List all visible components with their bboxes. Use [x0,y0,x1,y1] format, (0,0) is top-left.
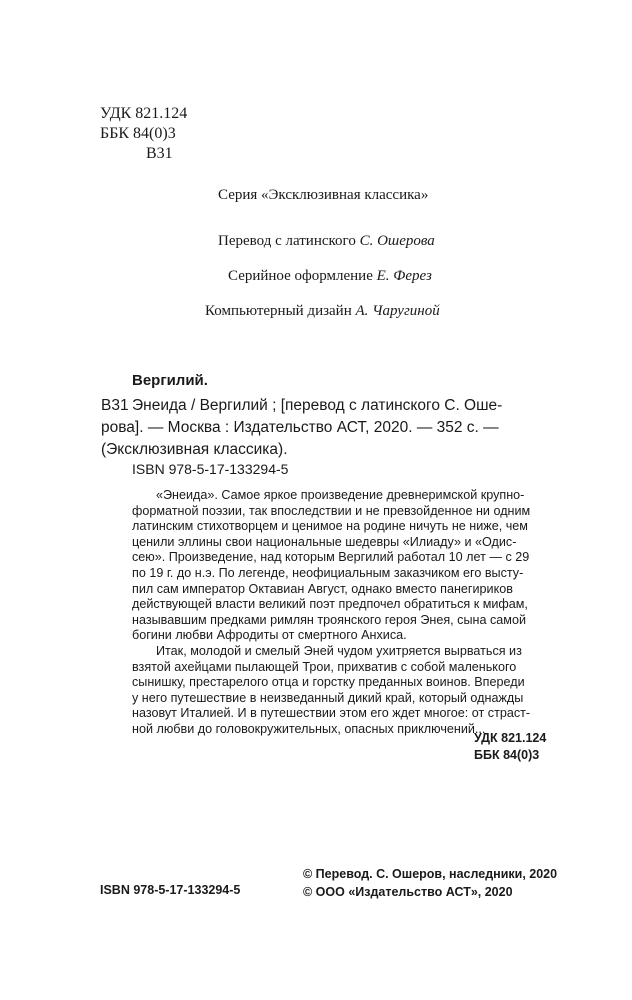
footer-isbn: ISBN 978-5-17-133294-5 [100,883,241,897]
catalog-line: рова]. — Москва : Издательство АСТ, 2020. — 352 с. — [101,419,499,436]
abstract-line: называвшим предками римлян троянского героя Энея, сына самой [132,612,526,627]
designer-name: Е. Ферез [376,268,432,284]
computer-design-label: Компьютерный дизайн [205,303,356,319]
translation-label: Перевод с латинского [218,233,360,249]
abstract-line: у него путешествие в неизведанный дикий край, который однажды [132,690,524,705]
series-line: Серия «Эксклюзивная классика» [218,187,429,203]
translation-credit [218,232,435,250]
catalog-entry [101,395,551,461]
abstract-line: по 19 г. до н.э. По легенде, неофициальным заказчиком его высту- [132,565,524,580]
abstract-line: сею». Произведение, над которым Вергилий работал 10 лет — с 29 [132,550,530,565]
abstract-line: «Энеида». Самое яркое произведение древнеримской крупно- [156,488,525,502]
abstract-line: ценили эллины свои национальные шедевры «Илиаду» и «Одис- [132,534,517,549]
footer-udk-code: УДК 821.124 [474,731,547,745]
catalog-author: Вергилий. [132,372,208,389]
catalog-isbn: ISBN 978-5-17-133294-5 [132,461,289,477]
footer-classification-codes [474,730,546,764]
translator-name: С. Ошерова [359,233,435,249]
udk-code: УДК 821.124 [100,105,188,122]
design-label: Серийное оформление [228,268,377,284]
design-credit [228,267,432,285]
copyright-publisher: © ООО «Издательство АСТ», 2020 [303,885,513,899]
abstract-line: форматной поэзии, так впоследствии и не превзойденное ни одним [132,503,531,518]
classification-codes [100,104,187,164]
abstract-line: взятой ахейцами пылающей Трои, прихватив с собой маленького [132,659,517,674]
footer-bbk-code: ББК 84(0)3 [474,748,540,762]
computer-designer-name: А. Чаругиной [355,303,440,319]
author-mark: В31 [146,145,173,162]
abstract-line: сынишку, престарелого отца и горстку преданных воинов. Впереди [132,675,525,690]
bbk-code: ББК 84(0)3 [100,125,176,142]
computer-design-credit [205,302,440,320]
abstract-line: пил сам император Октавиан Август, однако вместо панегириков [132,581,513,596]
abstract-line: латинским стихотворцем и ценимое на родине ничуть не ниже, чем [132,519,528,534]
catalog-line: Энеида / Вергилий ; [перевод с латинского С. Оше- [132,397,503,414]
abstract [132,488,552,738]
catalog-line: (Эксклюзивная классика). [101,441,288,458]
copyright-block [303,865,557,901]
catalog-entry-code: В31 [101,397,129,414]
abstract-line: Итак, молодой и смелый Эней чудом ухитряется вырваться из [156,643,522,658]
abstract-line: богини любви Афродиты от смертного Анхиса. [132,628,407,643]
abstract-line: назовут Италией. И в путешествии этом его ждет многое: от страст- [132,706,531,721]
abstract-line: действующей власти великий поэт предпочел обратиться к мифам, [132,597,528,612]
abstract-line: ной любви до головокружительных, опасных приключений... [132,721,486,736]
copyright-translation: © Перевод. С. Ошеров, наследники, 2020 [303,867,558,881]
